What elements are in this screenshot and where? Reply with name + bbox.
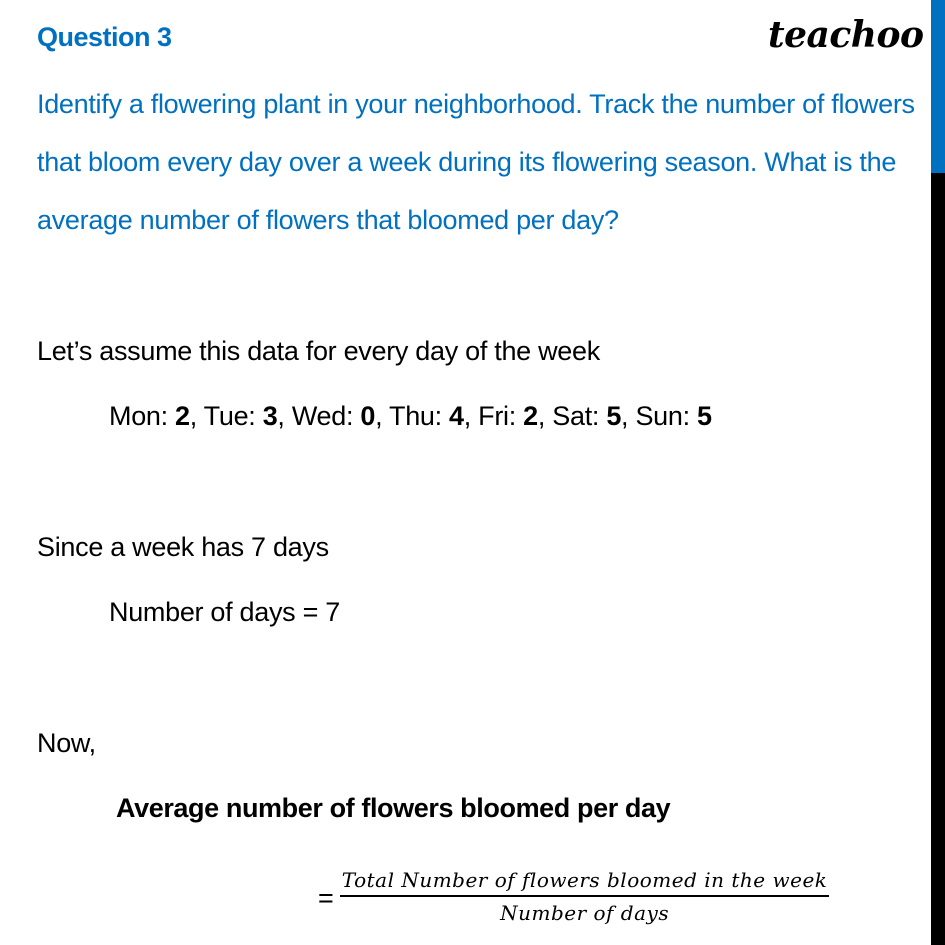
day-item: Thu: 4, xyxy=(389,401,479,431)
day-item: Sun: 5 xyxy=(635,401,712,431)
question-text: Identify a flowering plant in your neighborhood. Track the number of flowers that bloom every day over a week during its flowering season. What is the average number of flowers that bloomed per day? xyxy=(37,89,915,235)
fraction-numerator: Total Number of flowers bloomed in the week xyxy=(340,868,830,897)
day-item: Fri: 2, xyxy=(478,401,553,431)
week-days-line: Since a week has 7 days xyxy=(37,532,329,562)
question-title: Question 3 xyxy=(37,22,172,52)
fraction xyxy=(340,868,830,925)
day-item: Mon: 2, xyxy=(109,401,204,431)
equals-sign: = xyxy=(318,883,334,913)
day-item: Wed: 0, xyxy=(291,401,390,431)
average-heading: Average number of flowers bloomed per day xyxy=(116,793,671,823)
side-accent-bar-blue xyxy=(931,0,945,173)
day-item: Tue: 3, xyxy=(203,401,292,431)
assume-line: Let’s assume this data for every day of the week xyxy=(37,336,600,366)
day-item: Sat: 5, xyxy=(552,401,636,431)
number-of-days-line: Number of days = 7 xyxy=(109,597,340,627)
now-label: Now, xyxy=(37,728,96,758)
teachoo-logo: teachoo xyxy=(768,14,924,56)
side-accent-bar-black xyxy=(931,173,945,945)
day-data-list xyxy=(109,401,712,432)
average-formula xyxy=(318,868,829,925)
fraction-denominator: Number of days xyxy=(500,901,670,925)
